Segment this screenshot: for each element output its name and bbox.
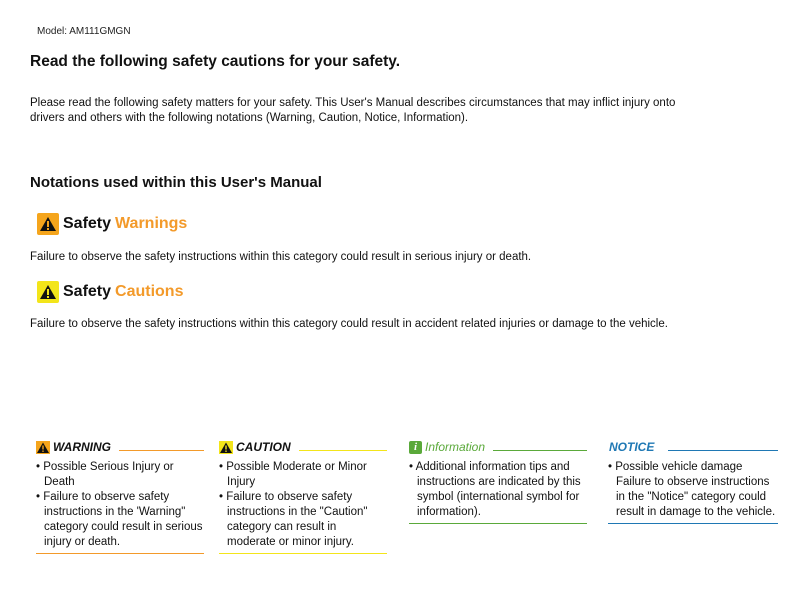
caution-card — [219, 438, 387, 554]
caution-item: • Possible Moderate or Minor Injury — [219, 460, 387, 490]
caution-card-bottom-rule — [219, 553, 387, 554]
warning-small-icon — [36, 440, 50, 454]
information-card-bottom-rule — [409, 523, 587, 524]
safety-warnings-desc: Failure to observe the safety instructions within this category could result in serious injury or death. — [30, 251, 532, 263]
warning-card-rule — [119, 450, 204, 451]
safety-warnings-word2: Warnings — [115, 215, 188, 232]
safety-warnings-word1: Safety — [63, 215, 112, 232]
model-number: Model: AM111GMGN — [37, 26, 131, 37]
caution-small-icon — [219, 440, 233, 454]
safety-cautions-word2: Cautions — [115, 283, 184, 300]
information-card-label: Information — [425, 440, 486, 454]
safety-warnings-title — [37, 213, 187, 235]
caution-triangle-icon — [37, 281, 59, 303]
information-card-rule — [493, 450, 587, 451]
information-card — [409, 438, 587, 524]
warning-card-label: WARNING — [53, 440, 111, 454]
notice-card — [608, 438, 778, 524]
warning-card — [36, 438, 204, 554]
notations-heading: Notations used within this User's Manual — [30, 174, 322, 191]
warning-card-bottom-rule — [36, 553, 204, 554]
information-icon: i — [409, 441, 422, 454]
warning-item: • Possible Serious Injury or Death — [36, 460, 204, 490]
safety-cautions-desc: Failure to observe the safety instructions within this category could result in accident related injuries or damage to the vehicle. — [30, 318, 668, 330]
notice-card-label: NOTICE — [609, 440, 655, 454]
page-title: Read the following safety cautions for your safety. — [30, 53, 401, 70]
safety-cautions-title — [37, 281, 183, 303]
intro-paragraph: Please read the following safety matters for your safety. This User's Manual describes circumstances that may inflict injury onto drivers and others with the following notations (Warning, Caution, Notice, Information). — [30, 97, 676, 124]
caution-card-label: CAUTION — [236, 440, 291, 454]
warning-triangle-icon — [37, 213, 59, 235]
notice-item: • Possible vehicle damage Failure to observe instructions in the "Notice" category could result in damage to the vehicle. — [608, 460, 778, 520]
information-item: • Additional information tips and instructions are indicated by this symbol (international symbol for information). — [409, 460, 587, 520]
caution-card-rule — [299, 450, 387, 451]
notice-card-rule — [668, 450, 778, 451]
warning-item: • Failure to observe safety instructions in the 'Warning" category could result in serious injury or death. — [36, 490, 204, 550]
notice-card-bottom-rule — [608, 523, 778, 524]
safety-cautions-word1: Safety — [63, 283, 112, 300]
caution-item: • Failure to observe safety instructions in the "Caution" category can result in moderate or minor injury. — [219, 490, 387, 550]
